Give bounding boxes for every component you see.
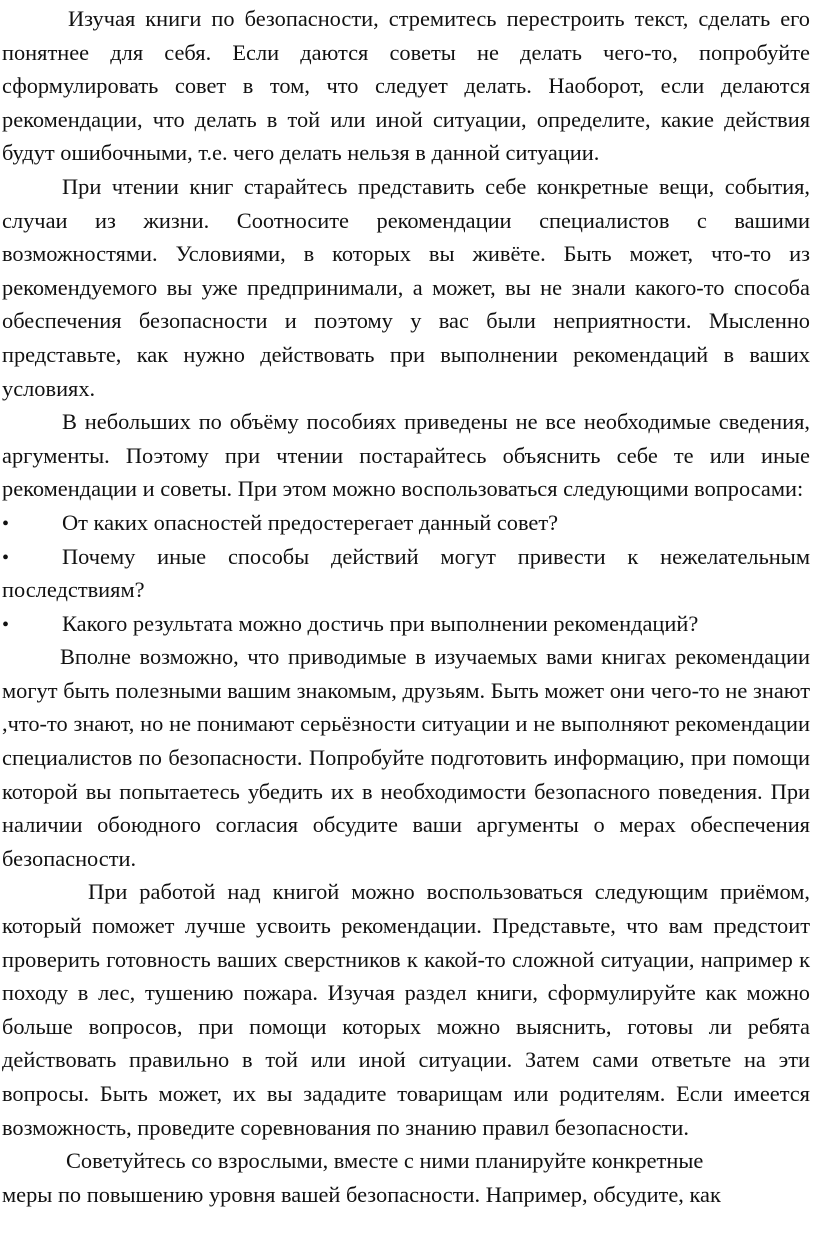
question-text: Почему иные способы действий могут привести к нежелательным последствиям? — [2, 543, 810, 603]
bullet-icon — [2, 607, 22, 643]
question-text: От каких опасностей предостерегает данный совет? — [62, 509, 559, 535]
paragraph-explain-recommendations: В небольших по объёму пособиях приведены не все необходимые сведения, аргументы. Поэтому при чтении постарайтесь объяснить себе те или иные рекомендации и советы. При этом можно воспользоваться следующими вопросами: — [2, 409, 810, 502]
paragraph-imagine-situations: При чтении книг старайтесь представить себе конкретные вещи, события, случаи из жизни. Соотносите рекомендации специалистов с вашими возможностями. Условиями, в которых вы живёте. Быть может, что-то из рекомендуемого вы уже предпринимали, а может, вы не знали какого-то способа обеспечения безопасности и поэтому у вас были неприятности. Мысленно представьте, как нужно действовать при выполнении рекомендаций в ваших условиях. — [2, 173, 810, 401]
bullet-icon — [2, 506, 22, 542]
question-text: Какого результата можно достичь при выполнении рекомендаций? — [62, 610, 699, 636]
list-item — [2, 540, 810, 607]
paragraph-share-with-friends: Вполне возможно, что приводимые в изучаемых вами книгах рекомендации могут быть полезными вашим знакомым, друзьям. Быть может они чего-то не знают ,что-то знают, но не понимают серьёзности ситуации и не выполняют рекомендации специалистов по безопасности. Попробуйте подготовить информацию, при помощи которой вы попытаетесь убедить их в необходимости безопасного поведения. При наличии обоюдного согласия обсудите ваши аргументы о мерах обеспечения безопасности. — [2, 644, 810, 871]
list-item — [2, 607, 810, 641]
bullet-icon — [2, 540, 22, 576]
questions-list — [2, 506, 810, 640]
paragraph-consult-adults-line1: Советуйтесь со взрослыми, вместе с ними планируйте конкретные — [66, 1148, 704, 1174]
paragraph-consult-adults-line2: меры по повышению уровня вашей безопасности. Например, обсудите, как — [2, 1181, 721, 1207]
paragraph-rewrite-text: Изучая книги по безопасности, стремитесь перестроить текст, сделать его понятнее для себя. Если даются советы не делать чего-то, попробуйте сформулировать совет в том, что следует делать. Наоборот, если делаются рекомендации, что делать в той или иной ситуации, определите, какие действия будут ошибочными, т.е. чего делать нельзя в данной ситуации. — [2, 6, 810, 166]
paragraph-questions-technique: При работой над книгой можно воспользоваться следующим приёмом, который поможет лучше усвоить рекомендации. Представьте, что вам предстоит проверить готовность ваших сверстников к какой-то сложной ситуации, например к походу в лес, тушению пожара. Изучая раздел книги, сформулируйте как можно больше вопросов, при помощи которых можно выяснить, готовы ли ребята действовать правильно в той или иной ситуации. Затем сами ответьте на эти вопросы. Быть может, их вы зададите товарищам или родителям. Если имеется возможность, проведите соревнования по знанию правил безопасности. — [2, 879, 810, 1140]
list-item — [2, 506, 810, 540]
